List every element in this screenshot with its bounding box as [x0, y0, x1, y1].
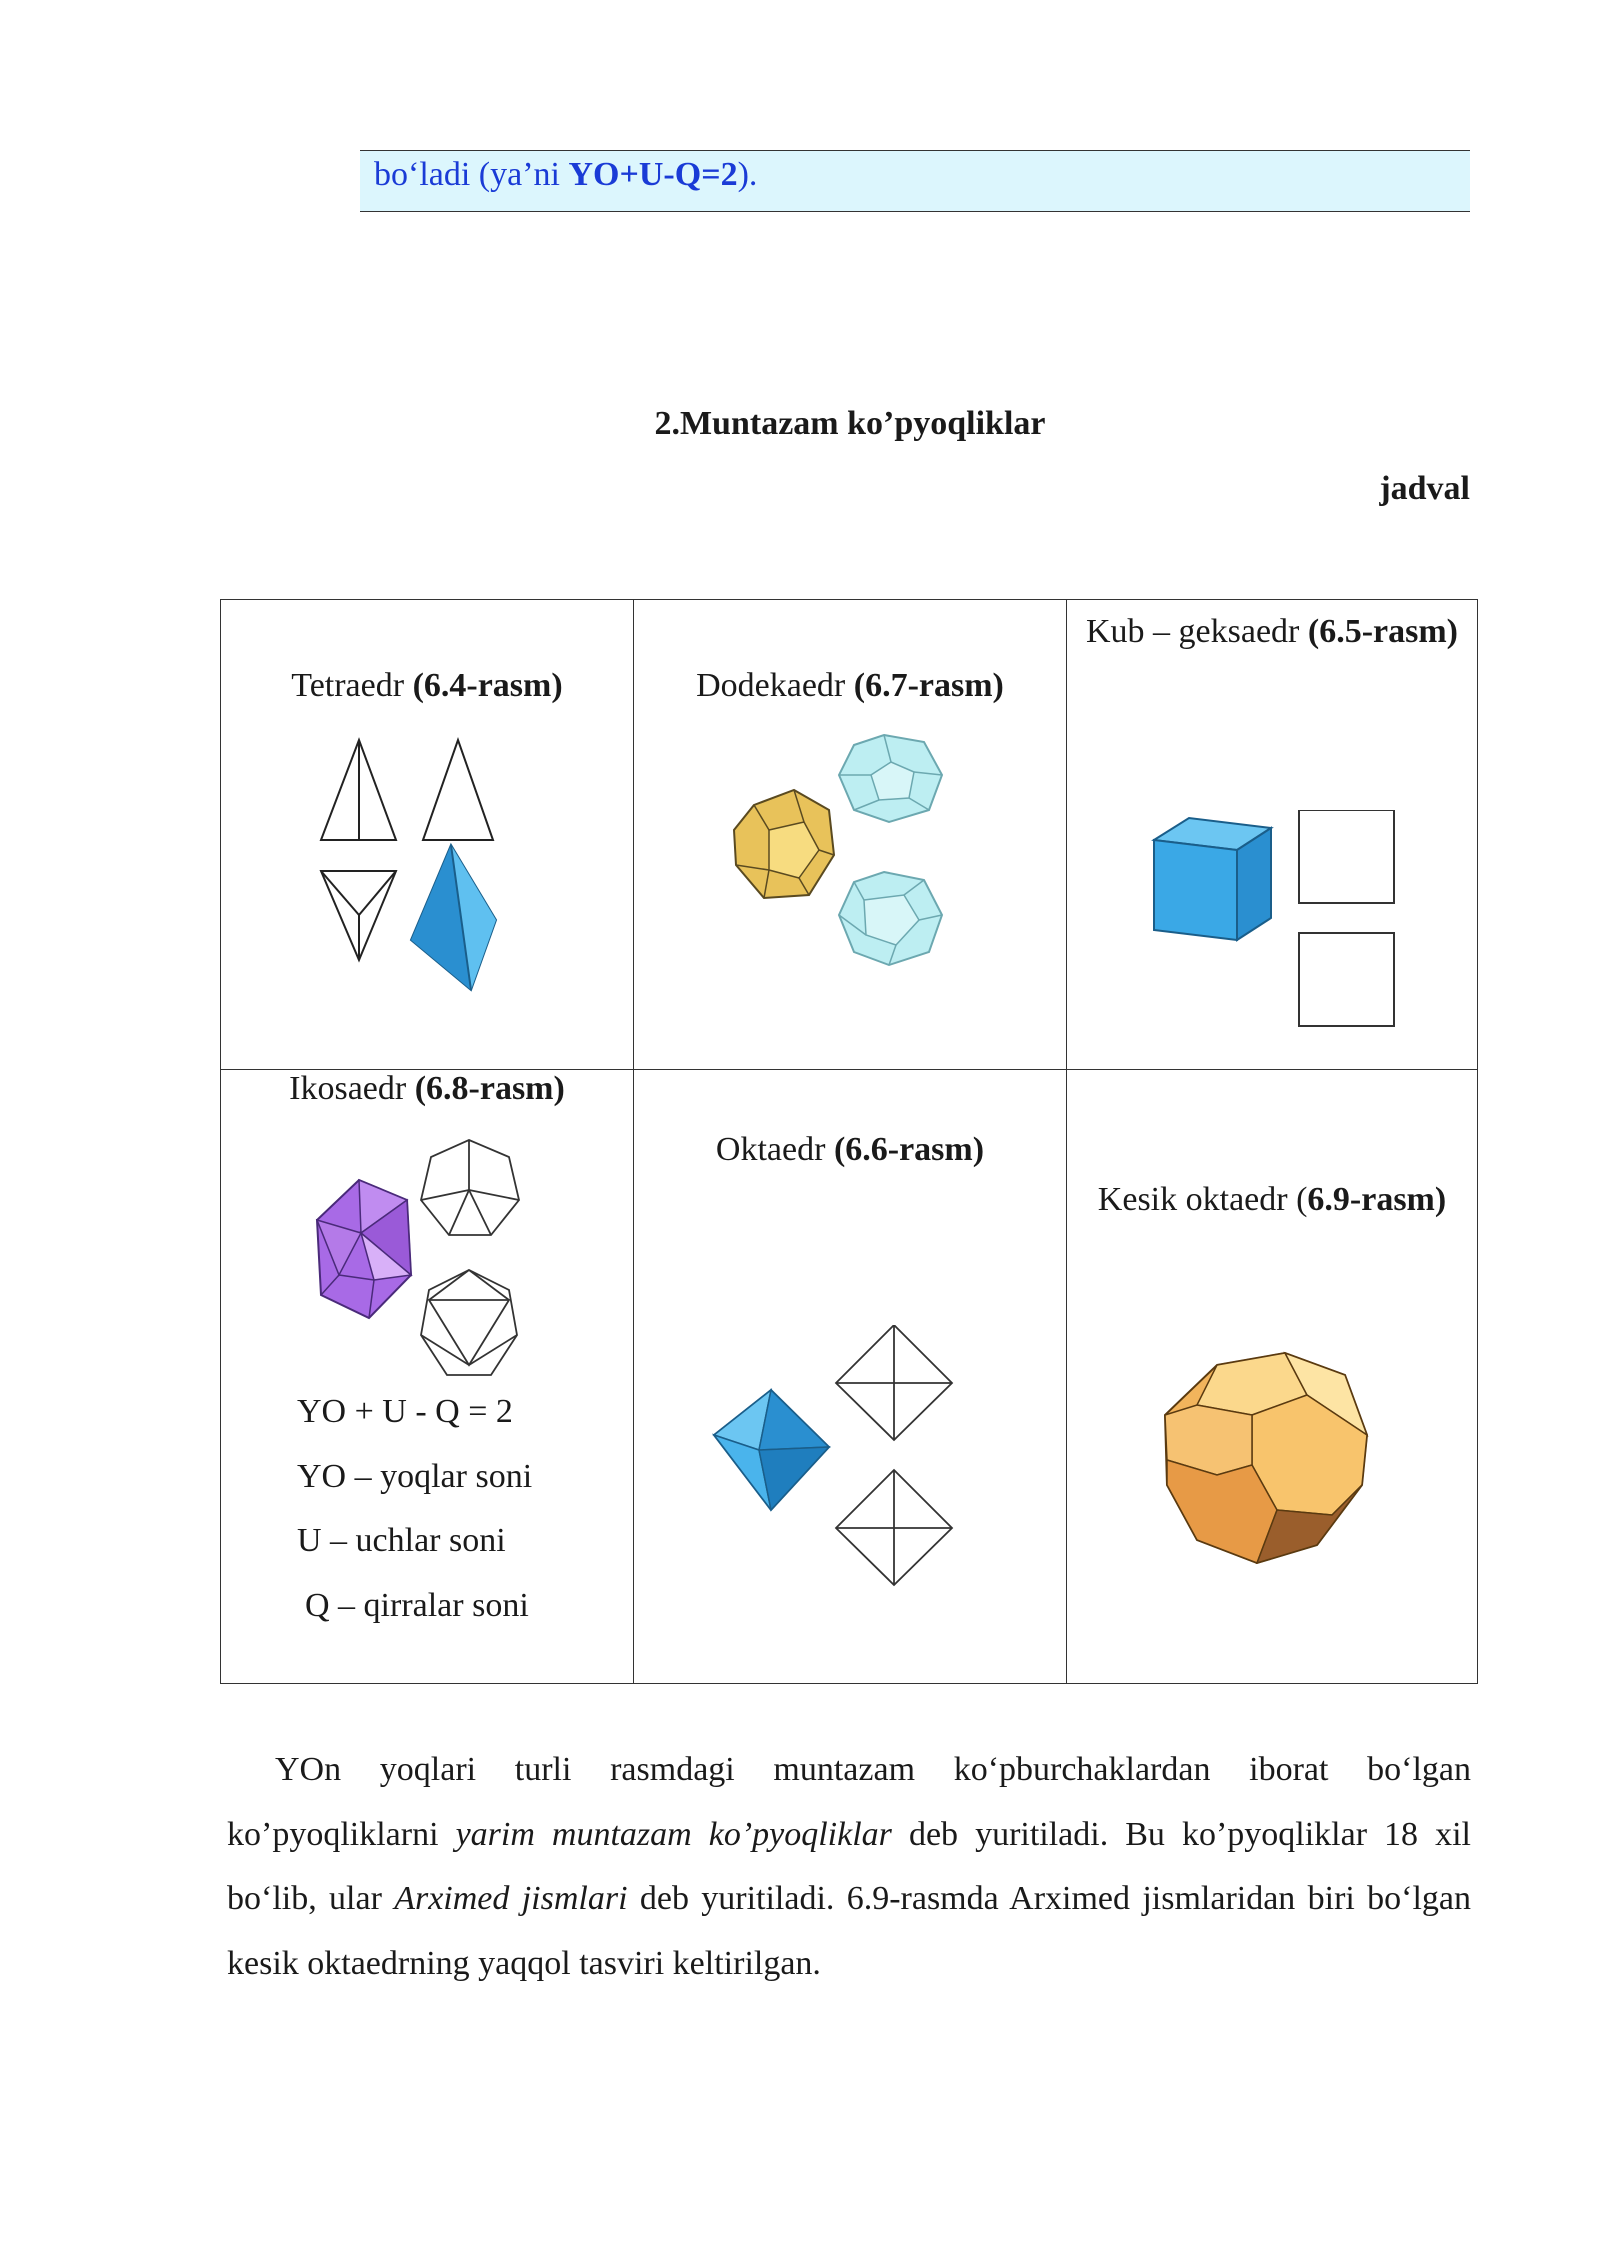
cell-octahedron	[634, 1070, 1067, 1684]
table-label: jadval	[1379, 470, 1470, 507]
icosahedron-caption: Ikosaedr (6.8-rasm)	[289, 1070, 565, 1107]
cell-cube	[1067, 600, 1478, 1070]
cell-dodecahedron	[634, 600, 1067, 1070]
cube-caption: Kub – geksaedr (6.5-rasm)	[1085, 613, 1458, 650]
tetrahedron-caption: Tetraedr (6.4-rasm)	[291, 667, 563, 704]
cube-figure	[1149, 810, 1409, 1040]
legend-faces: YO – yoqlar soni	[297, 1458, 533, 1495]
tetrahedron-figure	[311, 735, 551, 995]
dodecahedron-figure	[724, 730, 984, 980]
octahedron-figure	[709, 1325, 979, 1590]
cell-truncated-octahedron	[1067, 1070, 1478, 1684]
truncated-octahedron-caption: Kesik oktaedr (6.9-rasm)	[1097, 1181, 1447, 1218]
section-title: 2.Muntazam ko’pyoqliklar	[654, 405, 1046, 442]
cell-icosahedron	[221, 1070, 634, 1684]
cell-tetrahedron	[221, 600, 634, 1070]
truncated-octahedron-figure	[1157, 1345, 1387, 1575]
callout-prefix: bo‘ladi (ya’ni	[374, 156, 569, 193]
body-paragraph: YOn yoqlari turli rasmdagi muntazam ko‘pburchaklardan iborat bo‘lgan ko’pyoqliklarni yarim muntazam ko’pyoqliklar deb yuritiladi. Bu ko’pyoqliklar 18 xil bo‘lib, ular Arximed jismlari deb yuritiladi. 6.9-rasmda Arximed jismlaridan biri bo‘lgan kesik oktaedrning yaqqol tasviri keltirilgan.	[227, 1751, 1472, 1982]
callout-text	[374, 156, 757, 194]
callout-formula: YO+U-Q=2	[568, 156, 738, 193]
octahedron-caption: Oktaedr (6.6-rasm)	[715, 1131, 985, 1168]
callout-box	[360, 150, 1470, 212]
legend-formula: YO + U - Q = 2	[297, 1393, 513, 1430]
legend-vertices: U – uchlar soni	[297, 1522, 506, 1559]
legend-edges: Q – qirralar soni	[305, 1587, 529, 1624]
polyhedra-table	[220, 599, 1478, 1684]
dodecahedron-caption: Dodekaedr (6.7-rasm)	[696, 667, 1004, 704]
icosahedron-figure	[299, 1135, 569, 1405]
callout-suffix: ).	[737, 156, 758, 193]
